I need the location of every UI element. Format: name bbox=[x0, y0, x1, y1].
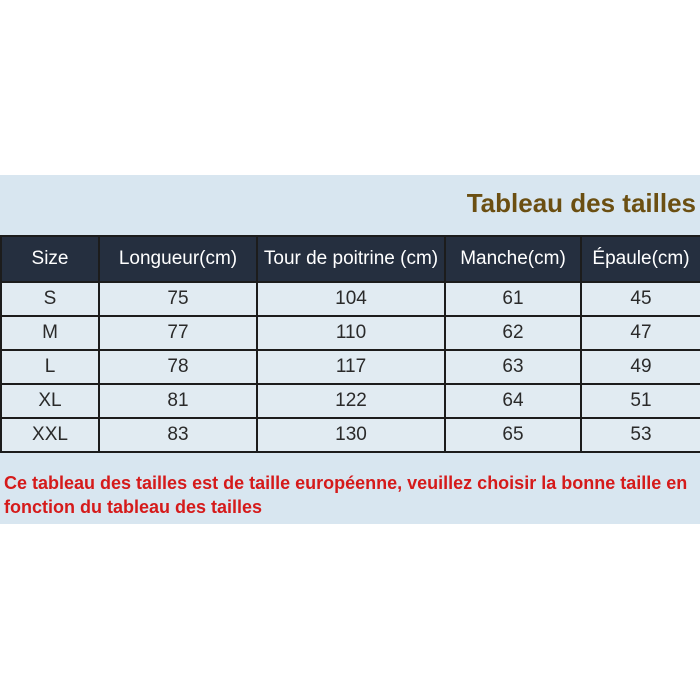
cell-shoulder: 53 bbox=[581, 418, 700, 452]
size-note: Ce tableau des tailles est de taille européenne, veuillez choisir la bonne taille en fonction du tableau des tailles bbox=[4, 473, 688, 517]
cell-shoulder: 49 bbox=[581, 350, 700, 384]
cell-chest: 110 bbox=[257, 316, 445, 350]
cell-size: XL bbox=[1, 384, 99, 418]
cell-sleeve: 61 bbox=[445, 282, 581, 316]
cell-length: 77 bbox=[99, 316, 257, 350]
table-row bbox=[1, 384, 700, 418]
cell-size: M bbox=[1, 316, 99, 350]
cell-sleeve: 63 bbox=[445, 350, 581, 384]
cell-length: 83 bbox=[99, 418, 257, 452]
header-sleeve: Manche(cm) bbox=[445, 236, 581, 282]
size-table bbox=[0, 235, 700, 453]
cell-shoulder: 45 bbox=[581, 282, 700, 316]
cell-size: XXL bbox=[1, 418, 99, 452]
header-chest: Tour de poitrine (cm) bbox=[257, 236, 445, 282]
table-row bbox=[1, 350, 700, 384]
cell-shoulder: 51 bbox=[581, 384, 700, 418]
size-chart-panel bbox=[0, 175, 700, 524]
cell-chest: 122 bbox=[257, 384, 445, 418]
cell-chest: 104 bbox=[257, 282, 445, 316]
cell-size: S bbox=[1, 282, 99, 316]
header-length: Longueur(cm) bbox=[99, 236, 257, 282]
cell-sleeve: 62 bbox=[445, 316, 581, 350]
cell-length: 75 bbox=[99, 282, 257, 316]
header-size: Size bbox=[1, 236, 99, 282]
cell-sleeve: 64 bbox=[445, 384, 581, 418]
cell-shoulder: 47 bbox=[581, 316, 700, 350]
chart-title: Tableau des tailles bbox=[466, 188, 696, 218]
cell-size: L bbox=[1, 350, 99, 384]
header-shoulder: Épaule(cm) bbox=[581, 236, 700, 282]
table-header-row bbox=[1, 236, 700, 282]
cell-chest: 117 bbox=[257, 350, 445, 384]
table-row bbox=[1, 418, 700, 452]
table-row bbox=[1, 316, 700, 350]
cell-length: 78 bbox=[99, 350, 257, 384]
cell-length: 81 bbox=[99, 384, 257, 418]
table-row bbox=[1, 282, 700, 316]
cell-chest: 130 bbox=[257, 418, 445, 452]
cell-sleeve: 65 bbox=[445, 418, 581, 452]
